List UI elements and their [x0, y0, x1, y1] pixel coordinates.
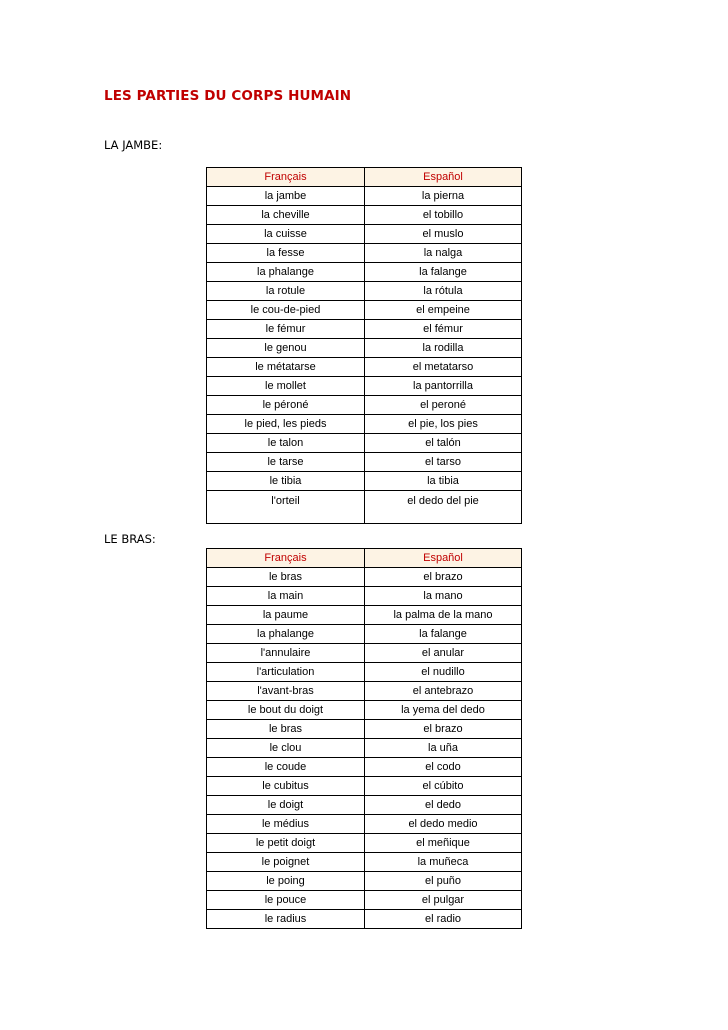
french-term: la cuisse: [207, 225, 365, 244]
table-row: [207, 434, 522, 453]
table-row: [207, 587, 522, 606]
spanish-term: el pie, los pies: [365, 415, 522, 434]
french-term: le tarse: [207, 453, 365, 472]
spanish-term: la tibia: [365, 472, 522, 491]
table-row: [207, 701, 522, 720]
spanish-term: el brazo: [365, 568, 522, 587]
spanish-term: el peroné: [365, 396, 522, 415]
french-term: le médius: [207, 815, 365, 834]
spanish-term: el dedo medio: [365, 815, 522, 834]
table-row: [207, 472, 522, 491]
french-term: le mollet: [207, 377, 365, 396]
french-term: la phalange: [207, 263, 365, 282]
table-row: [207, 339, 522, 358]
table-row: [207, 663, 522, 682]
spanish-term: la yema del dedo: [365, 701, 522, 720]
table-row: [207, 396, 522, 415]
french-term: la phalange: [207, 625, 365, 644]
french-term: le poing: [207, 872, 365, 891]
french-term: le pied, les pieds: [207, 415, 365, 434]
column-header-francais: Français: [207, 168, 365, 187]
vocab-table-bras: [206, 548, 522, 929]
french-term: le pouce: [207, 891, 365, 910]
spanish-term: el nudillo: [365, 663, 522, 682]
spanish-term: el tobillo: [365, 206, 522, 225]
spanish-term: la muñeca: [365, 853, 522, 872]
table-row: [207, 682, 522, 701]
table-row: [207, 187, 522, 206]
french-term: l'avant-bras: [207, 682, 365, 701]
french-term: l'articulation: [207, 663, 365, 682]
spanish-term: el tarso: [365, 453, 522, 472]
table-row: [207, 891, 522, 910]
table-row: [207, 225, 522, 244]
french-term: le genou: [207, 339, 365, 358]
table-row: [207, 415, 522, 434]
spanish-term: el codo: [365, 758, 522, 777]
french-term: l'annulaire: [207, 644, 365, 663]
section-label-jambe: LA JAMBE:: [104, 138, 163, 152]
spanish-term: el dedo: [365, 796, 522, 815]
table-row: [207, 453, 522, 472]
spanish-term: la pantorrilla: [365, 377, 522, 396]
spanish-term: la nalga: [365, 244, 522, 263]
table-row: [207, 568, 522, 587]
table-row: [207, 320, 522, 339]
french-term: le bout du doigt: [207, 701, 365, 720]
spanish-term: la mano: [365, 587, 522, 606]
french-term: le coude: [207, 758, 365, 777]
french-term: le bras: [207, 568, 365, 587]
column-header-espanol: Español: [365, 549, 522, 568]
table-row: [207, 758, 522, 777]
french-term: le talon: [207, 434, 365, 453]
table-row: [207, 910, 522, 929]
spanish-term: el anular: [365, 644, 522, 663]
spanish-term: el dedo del pie: [365, 491, 522, 524]
french-term: la fesse: [207, 244, 365, 263]
french-term: le bras: [207, 720, 365, 739]
table-row: [207, 491, 522, 524]
french-term: le radius: [207, 910, 365, 929]
french-term: le doigt: [207, 796, 365, 815]
spanish-term: la falange: [365, 263, 522, 282]
spanish-term: la rodilla: [365, 339, 522, 358]
table-row: [207, 282, 522, 301]
french-term: la cheville: [207, 206, 365, 225]
table-row: [207, 606, 522, 625]
table-row: [207, 244, 522, 263]
french-term: le petit doigt: [207, 834, 365, 853]
table-row: [207, 777, 522, 796]
spanish-term: el brazo: [365, 720, 522, 739]
french-term: la paume: [207, 606, 365, 625]
column-header-espanol: Español: [365, 168, 522, 187]
table-row: [207, 358, 522, 377]
spanish-term: el pulgar: [365, 891, 522, 910]
table-row: [207, 815, 522, 834]
table-row: [207, 872, 522, 891]
french-term: le tibia: [207, 472, 365, 491]
spanish-term: el metatarso: [365, 358, 522, 377]
table-row: [207, 263, 522, 282]
french-term: le cubitus: [207, 777, 365, 796]
french-term: l'orteil: [207, 491, 365, 524]
french-term: le clou: [207, 739, 365, 758]
spanish-term: el antebrazo: [365, 682, 522, 701]
table-header-row: [207, 549, 522, 568]
table-row: [207, 206, 522, 225]
column-header-francais: Français: [207, 549, 365, 568]
spanish-term: el radio: [365, 910, 522, 929]
page-title: LES PARTIES DU CORPS HUMAIN: [104, 88, 352, 104]
table-row: [207, 625, 522, 644]
french-term: le fémur: [207, 320, 365, 339]
spanish-term: la rótula: [365, 282, 522, 301]
table-header-row: [207, 168, 522, 187]
french-term: le cou-de-pied: [207, 301, 365, 320]
table-row: [207, 301, 522, 320]
table-row: [207, 739, 522, 758]
spanish-term: el muslo: [365, 225, 522, 244]
section-label-bras: LE BRAS:: [104, 532, 156, 546]
table-row: [207, 796, 522, 815]
spanish-term: el cúbito: [365, 777, 522, 796]
french-term: la main: [207, 587, 365, 606]
spanish-term: el meñique: [365, 834, 522, 853]
table-row: [207, 834, 522, 853]
table-row: [207, 377, 522, 396]
spanish-term: la pierna: [365, 187, 522, 206]
spanish-term: el empeine: [365, 301, 522, 320]
french-term: le poignet: [207, 853, 365, 872]
vocab-table-jambe: [206, 167, 522, 524]
table-row: [207, 644, 522, 663]
spanish-term: el fémur: [365, 320, 522, 339]
french-term: la rotule: [207, 282, 365, 301]
table-row: [207, 853, 522, 872]
spanish-term: el talón: [365, 434, 522, 453]
spanish-term: la palma de la mano: [365, 606, 522, 625]
french-term: la jambe: [207, 187, 365, 206]
french-term: le métatarse: [207, 358, 365, 377]
spanish-term: la uña: [365, 739, 522, 758]
spanish-term: la falange: [365, 625, 522, 644]
table-row: [207, 720, 522, 739]
spanish-term: el puño: [365, 872, 522, 891]
french-term: le péroné: [207, 396, 365, 415]
